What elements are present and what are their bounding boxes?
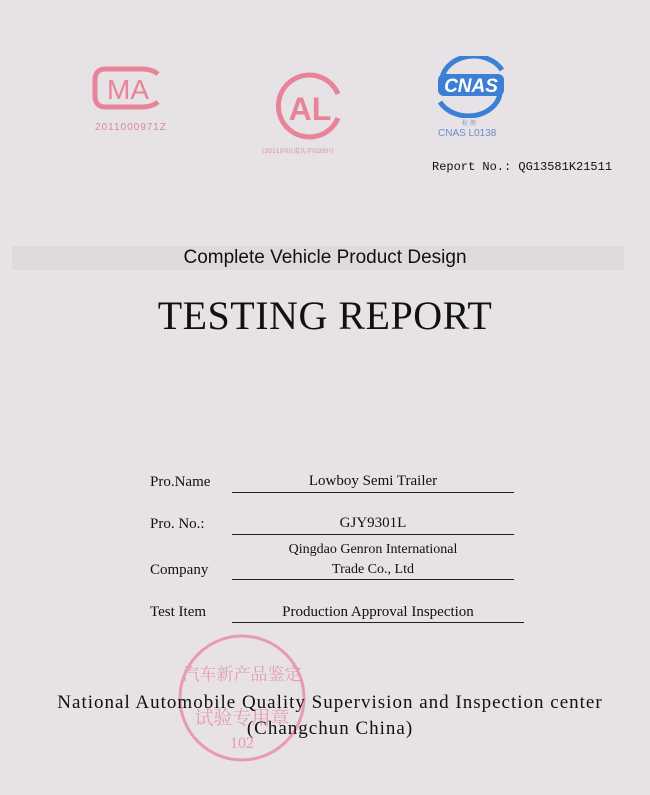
cnas-mark: CNAS bbox=[444, 76, 498, 97]
cal-mark: AL bbox=[288, 91, 332, 127]
institution-location: (Changchun China) bbox=[246, 718, 414, 739]
cnas-number: CNAS L0138 bbox=[438, 128, 497, 139]
pro-name-value: Lowboy Semi Trailer bbox=[232, 473, 514, 493]
company-value-line1: Qingdao Genron International bbox=[288, 542, 458, 557]
pro-no-label: Pro. No.: bbox=[150, 516, 205, 532]
cnas-logo bbox=[434, 56, 508, 118]
page-title: TESTING REPORT bbox=[157, 293, 493, 338]
svg-text:试验专用章: 试验专用章 bbox=[194, 707, 290, 729]
cma-number: 2011000971Z bbox=[95, 122, 167, 133]
cma-mark: MA bbox=[107, 74, 149, 105]
cma-logo bbox=[92, 66, 164, 110]
svg-text:102: 102 bbox=[230, 735, 254, 752]
report-number: Report No.: QG13581K21511 bbox=[432, 160, 613, 174]
test-item-value: Production Approval Inspection bbox=[232, 604, 524, 623]
institution-name: National Automobile Quality Supervision and Inspection center bbox=[57, 692, 603, 713]
cal-logo bbox=[276, 70, 348, 142]
pro-no-value: GJY9301L bbox=[232, 515, 514, 535]
subtitle: Complete Vehicle Product Design bbox=[183, 247, 467, 268]
svg-text:汽车新产品鉴定: 汽车新产品鉴定 bbox=[182, 665, 302, 685]
company-value-line2: Trade Co., Ltd bbox=[232, 562, 514, 580]
cal-caption: (2011)国认监认字(020)号 bbox=[262, 148, 335, 155]
company-label: Company bbox=[150, 562, 209, 578]
cnas-sub: 检 测 bbox=[462, 120, 476, 127]
test-item-label: Test Item bbox=[150, 604, 207, 620]
pro-name-label: Pro.Name bbox=[150, 474, 211, 490]
